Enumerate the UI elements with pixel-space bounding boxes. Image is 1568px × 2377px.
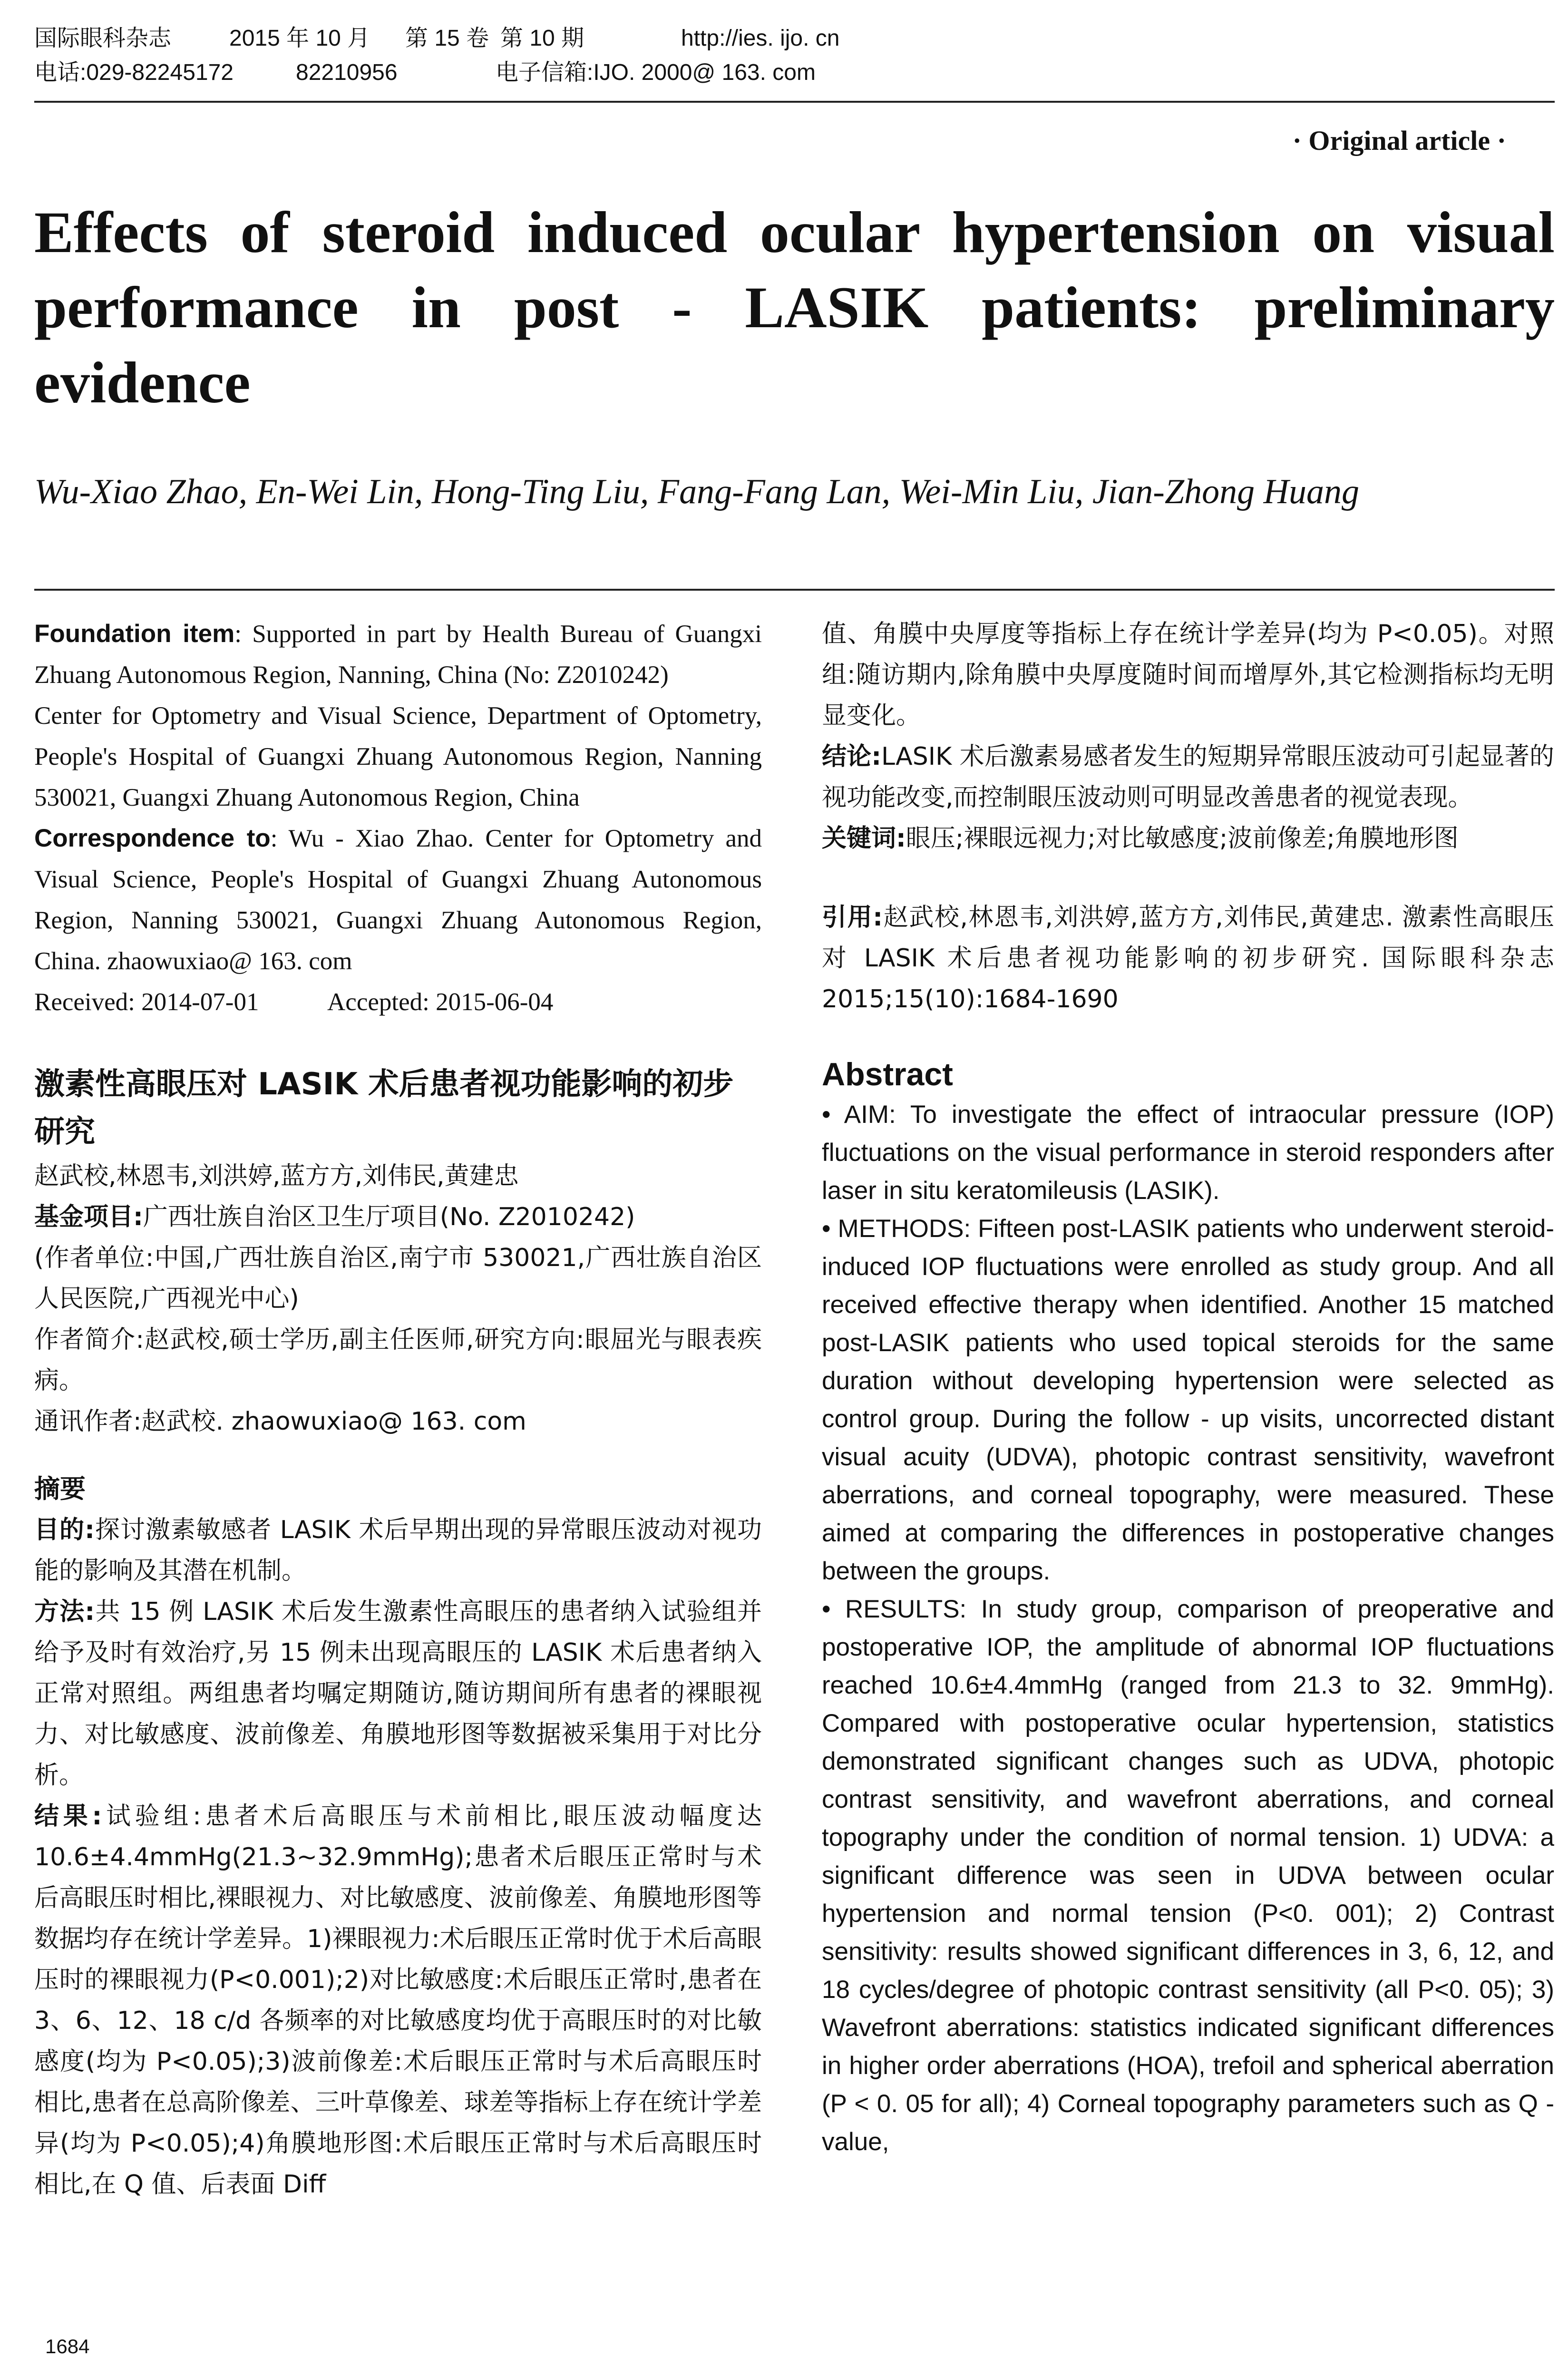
cn-results-text: 试验组:患者术后高眼压与术前相比,眼压波动幅度达 10.6±4.4mmHg(21.3~32.9mmHg);患者术后眼压正常时与术后高眼压时相比,裸眼视力、对比敏感度、波前像差、角膜地形图等数据均存在统计学差异。1)裸眼视力:术后眼压正常时优于术后高眼压时的裸眼视力(P<0.001);2)对比敏感度:术后眼压正常时,患者在 3、6、12、18 c/d 各频率的对比敏感度均优于高眼压时的对比敏感度(均为 P<0.05);3)波前像差:术后眼压正常时与术后高眼压时相比,患者在总高阶像差、三叶草像差、球差等指标上存在统计学差异(均为 P<0.05);4)角膜地形图:术后眼压正常时与术后高眼压时相比,在 Q 值、后表面 Diff [34, 1802, 762, 2199]
journal-url[interactable]: http://ies. ijo. cn [681, 26, 840, 51]
cn-fund [34, 1197, 762, 1237]
article-type-label: · Original article · [1292, 125, 1506, 156]
cn-abstract-heading: 摘要 [34, 1474, 86, 1504]
article-title: Effects of steroid induced ocular hypertension on visual performance in post - LASIK patients: preliminary evidence [34, 200, 1555, 415]
title-rule [34, 589, 1555, 591]
abstract-results: • RESULTS: In study group, comparison of preoperative and postoperative IOP, the amplitude of abnormal IOP fluctuations reached 10.6±4.4mmHg (ranged from 21.3 to 32. 9mmHg). Compared with postoperative ocular hypertension, statistics demonstrated significant changes such as UDVA, photopic contrast sensitivity, and wavefront aberrations, and corneal topography under the condition of normal tension. 1) UDVA: a significant difference was seen in UDVA between ocular hypertension and normal tension (P<0. 001); 2) Contrast sensitivity: results showed significant differences in 3, 6, 12, and 18 cycles/degree of photopic contrast sensitivity (all P<0. 05); 3) Wavefront aberrations: statistics indicated significant differences in higher order aberrations (HOA), trefoil and spherical aberration (P < 0. 05 for all); 4) Corneal topography parameters such as Q - value, [822, 1595, 1554, 2156]
cn-keywords-label: 关键词: [822, 824, 906, 853]
cn-author-intro: 作者简介:赵武校,硕士学历,副主任医师,研究方向:眼屈光与眼表疾病。 [34, 1325, 762, 1395]
affiliation: Center for Optometry and Visual Science, Department of Optometry, People's Hospital of Guangxi Zhuang Autonomous Region, Nanning 530021, Guangxi Zhuang Autonomous Region, China [34, 702, 762, 811]
foundation-text: : Supported in part by Health Bureau of Guangxi Zhuang Autonomous Region, Nanning, China (No: Z2010242) [34, 620, 762, 689]
cn-aim-label: 目的: [34, 1516, 95, 1544]
cn-affiliation: (作者单位:中国,广西壮族自治区,南宁市 530021,广西壮族自治区人民医院,广西视光中心) [34, 1244, 762, 1313]
journal-email[interactable]: 电子信箱:IJO. 2000@ 163. com [496, 60, 816, 85]
cn-methods-label: 方法: [34, 1598, 95, 1626]
dates [34, 982, 762, 1023]
page-number: 1684 [45, 2335, 90, 2358]
abstract-heading: Abstract [822, 1056, 953, 1092]
received-date: Received: 2014-07-01 [34, 988, 259, 1016]
author-list: Wu-Xiao Zhao, En-Wei Lin, Hong-Ting Liu, Fang-Fang Lan, Wei-Min Liu, Jian-Zhong Huang [34, 472, 1360, 511]
right-column [822, 614, 1554, 2161]
cn-citation [822, 897, 1554, 1020]
issue-date: 2015 年 10 月 [229, 26, 370, 51]
accepted-date: Accepted: 2015-06-04 [327, 988, 554, 1016]
issue: 第 10 期 [500, 26, 584, 51]
cn-aim-text: 探讨激素敏感者 LASIK 术后早期出现的异常眼压波动对视功能的影响及其潜在机制。 [34, 1516, 762, 1585]
correspondence-label: Correspondence to [34, 824, 271, 852]
foundation-label: Foundation item [34, 620, 235, 648]
cn-conclusion [822, 736, 1554, 818]
phone-2: 82210956 [296, 60, 398, 85]
cn-methods-text: 共 15 例 LASIK 术后发生激素性高眼压的患者纳入试验组并给予及时有效治疗,另 15 例未出现高眼压的 LASIK 术后患者纳入正常对照组。两组患者均嘱定期随访,随访期间所有患者的裸眼视力、对比敏感度、波前像差、角膜地形图等数据被采集用于对比分析。 [34, 1598, 762, 1790]
cn-methods [34, 1591, 762, 1796]
cn-results-continued: 值、角膜中央厚度等指标上存在统计学差异(均为 P<0.05)。对照组:随访期内,除角膜中央厚度随时间而增厚外,其它检测指标均无明显变化。 [822, 620, 1554, 730]
cn-title: 激素性高眼压对 LASIK 术后患者视功能影响的初步研究 [34, 1067, 734, 1150]
foundation-item [34, 614, 762, 695]
cn-keywords [822, 818, 1554, 859]
abstract-methods: • METHODS: Fifteen post-LASIK patients who underwent steroid-induced IOP fluctuations were enrolled as study group. And all received effective therapy when identified. Another 15 matched post-LASIK patients who used topical steroids for the same duration without developing hypertension were selected as control group. During the follow - up visits, uncorrected distant visual acuity (UDVA), photopic contrast sensitivity, wavefront aberrations, and corneal topography, were measured. These aimed at comparing the differences in postoperative changes between the groups. [822, 1215, 1554, 1585]
header-line-2 [34, 56, 1556, 90]
volume: 第 15 卷 [405, 26, 489, 51]
cn-results-label: 结果: [34, 1802, 102, 1831]
journal-header [34, 21, 1556, 90]
cn-conclusion-text: LASIK 术后激素易感者发生的短期异常眼压波动可引起显著的视功能改变,而控制眼压波动则可明显改善患者的视觉表现。 [822, 742, 1555, 812]
header-rule [34, 101, 1555, 103]
cn-results [34, 1796, 762, 2205]
cn-keywords-text: 眼压;裸眼远视力;对比敏感度;波前像差;角膜地形图 [906, 824, 1459, 853]
correspondence-text: : Wu - Xiao Zhao. Center for Optometry and Visual Science, People's Hospital of Guangxi Zhuang Autonomous Region, Nanning 530021, Guangxi Zhuang Autonomous Region, China. zhaowuxiao@ 163. com [34, 825, 762, 975]
cn-correspondence: 通讯作者:赵武校. zhaowuxiao@ 163. com [34, 1407, 526, 1436]
left-column [34, 614, 762, 2205]
cn-conclusion-label: 结论: [822, 742, 881, 771]
cn-fund-text: 广西壮族自治区卫生厅项目(No. Z2010242) [143, 1203, 635, 1231]
abstract-aim: • AIM: To investigate the effect of intraocular pressure (IOP) fluctuations on the visual performance in steroid responders after laser in situ keratomileusis (LASIK). [822, 1101, 1554, 1205]
correspondence [34, 818, 762, 982]
phone: 电话:029-82245172 [34, 60, 234, 85]
cn-aim [34, 1510, 762, 1591]
header-line-1 [34, 21, 1556, 56]
journal-name: 国际眼科杂志 [34, 26, 172, 51]
cn-fund-label: 基金项目: [34, 1203, 143, 1231]
cn-citation-text: 赵武校,林恩韦,刘洪婷,蓝方方,刘伟民,黄建忠. 激素性高眼压对 LASIK 术后患者视功能影响的初步研究. 国际眼科杂志 2015;15(10):1684-1690 [822, 903, 1554, 1013]
cn-authors: 赵武校,林恩韦,刘洪婷,蓝方方,刘伟民,黄建忠 [34, 1162, 519, 1190]
cn-citation-label: 引用: [822, 903, 883, 932]
